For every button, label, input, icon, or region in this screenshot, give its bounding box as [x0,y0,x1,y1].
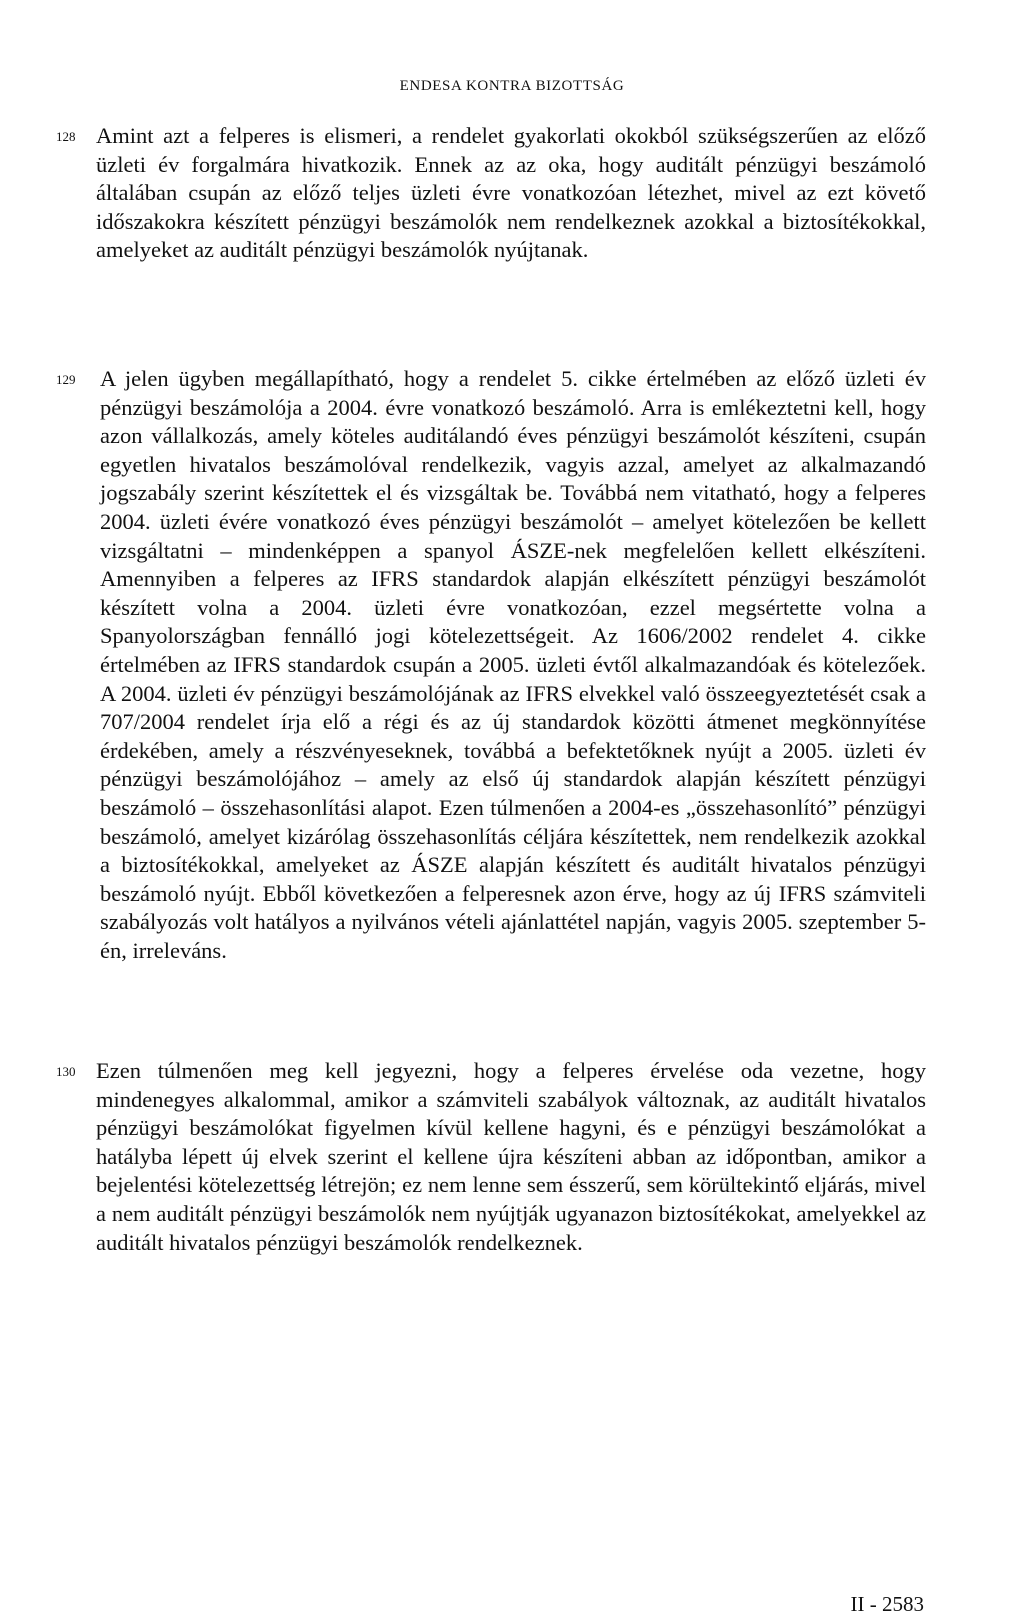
running-header: ENDESA KONTRA BIZOTTSÁG [399,78,625,94]
paragraph-number: 130 [56,1064,76,1079]
paragraph-text: Amint azt a felperes is elismeri, a rendelet gyakorlati okokból szükségszerűen az előző üzleti év forgalmára hivatkozik. Ennek az az oka, hogy auditált pénzügyi beszámoló általában csupán az előző teljes üzleti évre vonatkozóan létezhet, mivel az ezt követő időszakokra készített pénzügyi beszámolók nem rendelkeznek azokkal a biztosítékokkal, amelyeket az auditált pénzügyi beszámolók nyújtanak. [96,123,926,263]
paragraph-number: 129 [56,372,76,387]
paragraph-text: Ezen túlmenően meg kell jegyezni, hogy a felperes érvelése oda vezetne, hogy mindenegyes alkalommal, amikor a számviteli szabályok változnak, az auditált hivatalos pénzügyi beszámolókat figyelmen kívül kellene hagyni, és e pénzügyi beszámolókat a hatályba lépett új elvek szerint el kellene újra készíteni abban az időpontban, amikor a bejelentési kötelezettség létrejön; ez nem lenne sem ésszerű, sem körültekintő eljárás, mivel a nem auditált pénzügyi beszámolók nem nyújtják ugyanazon biztosítékokat, amelyekkel az auditált hivatalos pénzügyi beszámolók rendelkeznek. [96,1058,926,1255]
paragraph-text: A jelen ügyben megállapítható, hogy a rendelet 5. cikke értelmében az előző üzleti év pénzügyi beszámolója a 2004. évre vonatkozó beszámoló. Arra is emlékeztetni kell, hogy azon vállalkozás, amely köteles auditálandó éves pénzügyi beszámolót készíteni, csupán egyetlen hivatalos beszámolóval rendelkezik, vagyis azzal, amelyet az alkalmazandó jogszabály szerint készítettek el és vizsgáltak be. Továbbá nem vitatható, hogy a felperes 2004. üzleti évére vonatkozó éves pénzügyi beszámolót – amelyet kötelezően be kellett vizsgáltatni – mindenképpen a spanyol ÁSZE-nek megfelelően kellett elkészíteni. Amennyiben a felperes az IFRS standardok alapján elkészített pénzügyi beszámolót készített volna a 2004. üzleti évre vonatkozóan, ezzel megsértette volna a Spanyolországban fennálló jogi kötelezettségeit. Az 1606/2002 rendelet 4. cikke értelmében az IFRS standardok csupán a 2005. üzleti évtől alkalmazandóak és kötelezőek. A 2004. üzleti év pénzügyi beszámolójának az IFRS elvekkel való összeegyeztetését csak a 707/2004 rendelet írja elő a régi és az új standardok közötti átmenet megkönnyítése érdekében, amely a részvényeseknek, továbbá a befektetőknek nyújt a 2005. üzleti év pénzügyi beszámolójához – amely az első új standardok alapján készített pénzügyi beszámoló – összehasonlítási alapot. Ezen túlmenően a 2004-es „összehasonlító” pénzügyi beszámoló, amelyet kizárólag összehasonlítás céljára készítettek, nem rendelkezik azokkal a biztosítékokkal, amelyeket az ÁSZE alapján készített és auditált hivatalos pénzügyi beszámoló nyújt. Ebből következően a felperesnek azon érve, hogy az új IFRS számviteli szabályozás volt hatályos a nyilvános vételi ajánlattétel napján, vagyis 2005. szeptember 5-én, irreleváns. [100,366,926,963]
paragraph-number: 128 [56,129,76,144]
page-number: II - 2583 [850,1592,924,1616]
